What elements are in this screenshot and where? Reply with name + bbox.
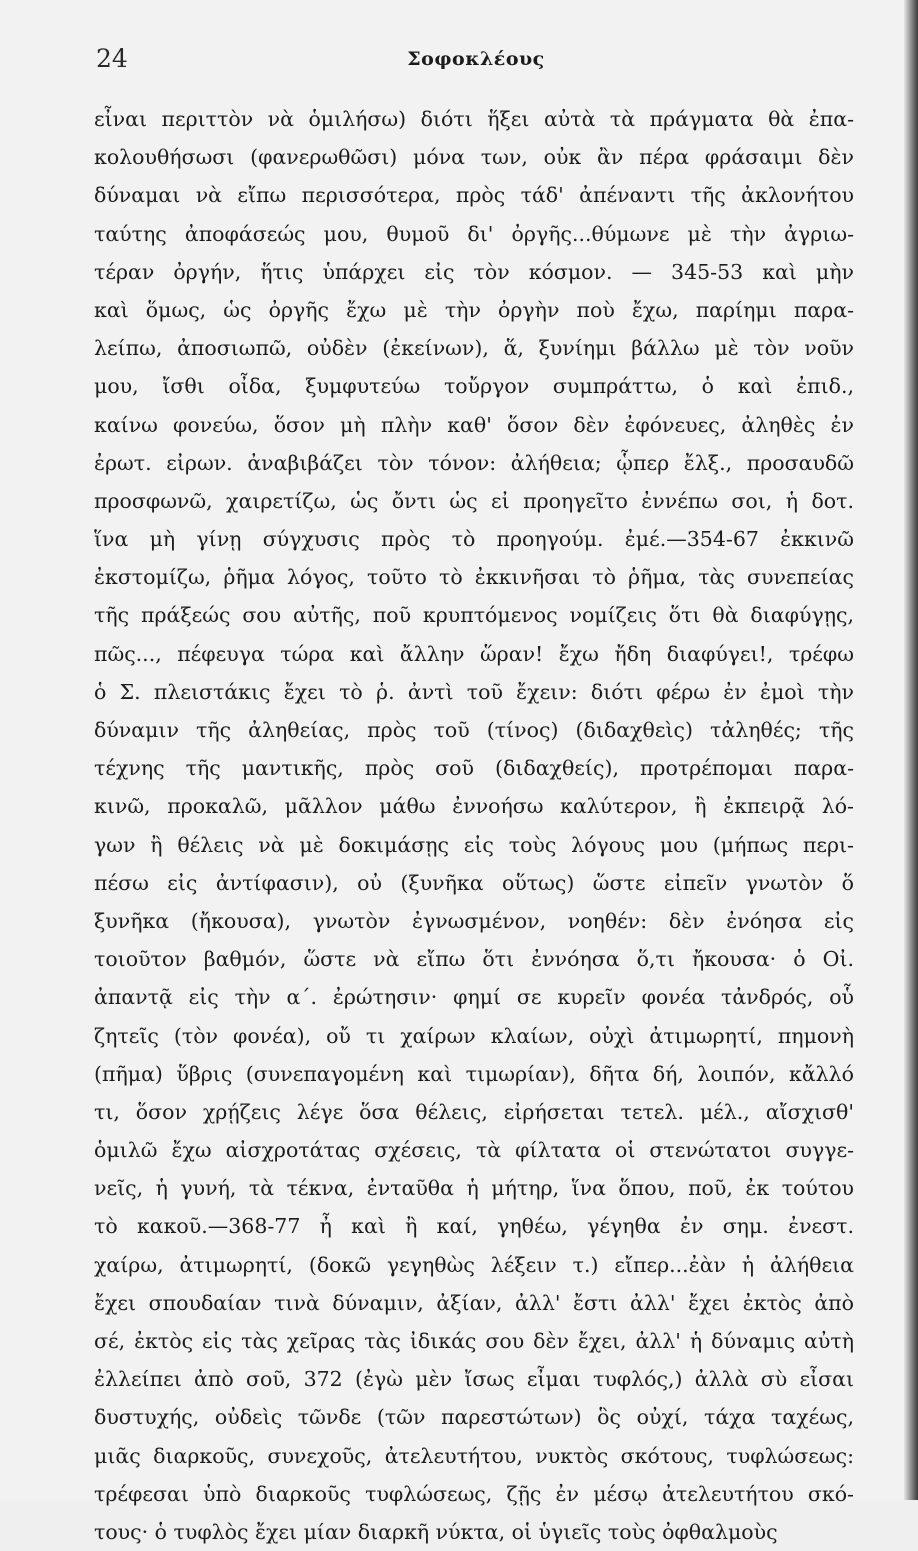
text-line: ζητεῖς (τὸν φονέα), οὔ τι χαίρων κλαίων, οὐχὶ ἀτιμωρητί, πημονὴ	[94, 1023, 854, 1048]
text-line: κινῶ, προκαλῶ, μᾶλλον μάθω ἐννοήσω καλύτερον, ἢ ἐκπειρᾷ λό-	[94, 794, 854, 819]
text-line: ἐκστομίζω, ῥῆμα λόγος, τοῦτο τὸ ἐκκινῆσαι τὸ ῥῆμα, τὰς συνεπείας	[94, 565, 854, 590]
text-line: τους· ὁ τυφλὸς ἔχει μίαν διαρκῆ νύκτα, οἱ ὑγιεῖς τοὺς ὀφθαλμοὺς	[94, 1519, 778, 1544]
text-line: δύναμαι νὰ εἴπω περισσότερα, πρὸς τάδ' ἀπέναντι τῆς ἀκλονήτου	[94, 183, 854, 208]
text-line: δυστυχής, οὐδεὶς τῶνδε (τῶν παρεστώτων) ὃς οὐχί, τάχα ταχέως,	[94, 1405, 854, 1430]
text-line: ξυνῆκα (ἤκουσα), γνωτὸν ἐγνωσμένον, νοηθέν: δὲν ἐνόησα εἰς	[94, 908, 854, 933]
text-line: μιᾶς διαρκοῦς, συνεχοῦς, ἀτελευτήτου, νυκτὸς σκότους, τυφλώσεως:	[94, 1443, 854, 1468]
text-line: λείπω, ἀποσιωπῶ, οὐδὲν (ἐκείνων), ἅ, ξυνίημι βάλλω μὲ τὸν νοῦν	[94, 336, 854, 361]
text-line: τρέφεσαι ὑπὸ διαρκοῦς τυφλώσεως, ζῇς ἐν μέσῳ ἀτελευτήτου σκό-	[94, 1481, 854, 1506]
text-line: πῶς..., πέφευγα τώρα καὶ ἄλλην ὥραν! ἔχω ἤδη διαφύγει!, τρέφω	[94, 641, 854, 666]
running-title: Σοφοκλέους	[407, 48, 545, 70]
text-line: τοιοῦτον βαθμόν, ὥστε νὰ εἴπω ὅτι ἐννόησα ὅ,τι ἤκουσα· ὁ Οἰ.	[94, 947, 854, 972]
text-line: εἶναι περιττὸν νὰ ὁμιλήσω) διότι ἥξει αὐτὰ τὰ πράγματα θὰ ἐπα-	[94, 107, 854, 131]
text-line: κολουθήσωσι (φανερωθῶσι) μόνα των, οὐκ ἂν πέρα φράσαιμι δὲν	[94, 145, 854, 170]
text-line: γων ἢ θέλεις νὰ μὲ δοκιμάσῃς εἰς τοὺς λόγους μου (μήπως περι-	[94, 832, 854, 857]
text-line: ἵνα μὴ γίνῃ σύγχυσις πρὸς τὸ προηγούμ. ἐμέ.—354-67 ἐκκινῶ	[94, 527, 854, 552]
text-line: ἀπαντᾷ εἰς τὴν α΄. ἐρώτησιν· φημί σε κυρεῖν φονέα τἀνδρός, οὗ	[94, 985, 854, 1010]
text-line: δύναμιν τῆς ἀληθείας, πρὸς τοῦ (τίνος) (διδαχθεὶς) τἀληθές; τῆς	[94, 718, 854, 742]
text-line: ἐλλείπει ἀπὸ σοῦ, 372 (ἐγὼ μὲν ἴσως εἶμαι τυφλός,) ἀλλὰ σὺ εἶσαι	[94, 1367, 854, 1392]
text-line: καίνω φονεύω, ὅσον μὴ πλὴν καθ' ὅσον δὲν ἐφόνευες, ἀληθὲς ἐν	[94, 412, 854, 437]
text-line: (πῆμα) ὕβρις (συνεπαγομένη καὶ τιμωρίαν), δῆτα δή, λοιπόν, κἄλλό	[94, 1061, 854, 1086]
text-line: προσφωνῶ, χαιρετίζω, ὡς ὄντι ὡς εἰ προηγεῖτο ἐννέπω σοι, ἡ δοτ.	[94, 488, 854, 513]
text-line: τῆς πράξεώς σου αὐτῆς, ποῦ κρυπτόμενος νομίζεις ὅτι θὰ διαφύγῃς,	[94, 603, 854, 628]
text-line: πέσω εἰς ἀντίφασιν), οὐ (ξυνῆκα οὕτως) ὥστε εἰπεῖν γνωτὸν ὅ	[94, 870, 854, 895]
text-line: ὁμιλῶ ἔχω αἰσχροτάτας σχέσεις, τὰ φίλτατα οἱ στενώτατοι συγγε-	[94, 1138, 854, 1163]
text-line: ὁ Σ. πλειστάκις ἔχει τὸ ῥ. ἀντὶ τοῦ ἔχειν: διότι φέρω ἐν ἐμοὶ τὴν	[94, 679, 854, 704]
page-header	[96, 44, 856, 80]
text-line: νεῖς, ἡ γυνή, τὰ τέκνα, ἐνταῦθα ἡ μήτηρ, ἵνα ὅπου, ποῦ, ἐκ τούτου	[94, 1176, 854, 1201]
text-line: τὸ κακοῦ.—368-77 ἦ καὶ ἢ καί, γηθέω, γέγηθα ἐν σημ. ἐνεστ.	[94, 1214, 854, 1239]
page-edge-shadow	[904, 0, 918, 1500]
text-line: ἐρωτ. εἰρων. ἀναβιβάζει τὸν τόνον: ἀλήθεια; ᾧπερ ἔλξ., προσαυδῶ	[94, 450, 854, 475]
text-line: ἔχει σπουδαίαν τινὰ δύναμιν, ἀξίαν, ἀλλ' ἔστι ἀλλ' ἔχει ἐκτὸς ἀπὸ	[94, 1290, 854, 1315]
text-line: τέραν ὀργήν, ἥτις ὑπάρχει εἰς τὸν κόσμον. — 345-53 καὶ μὴν	[94, 259, 854, 284]
text-line: μου, ἴσθι οἶδα, ξυμφυτεύω τοὔργον συμπράττω, ὁ καὶ ἐπιδ.,	[94, 374, 854, 399]
text-line: χαίρω, ἀτιμωρητί, (δοκῶ γεγηθὼς λέξειν τ.) εἴπερ...ἐὰν ἡ ἀλήθεια	[94, 1252, 854, 1277]
text-line: τέχνης τῆς μαντικῆς, πρὸς σοῦ (διδαχθείς), προτρέπομαι παρα-	[94, 756, 854, 781]
text-line: σέ, ἐκτὸς εἰς τὰς χεῖρας τὰς ἰδικάς σου δὲν ἔχει, ἀλλ' ἡ δύναμις αὐτὴ	[94, 1329, 854, 1353]
text-line: τι, ὅσον χρῄζεις λέγε ὅσα θέλεις, εἰρήσεται τετελ. μέλ., αἴσχισθ'	[94, 1099, 854, 1124]
text-line: καὶ ὅμως, ὡς ὀργῆς ἔχω μὲ τὴν ὀργὴν ποὺ ἔχω, παρίημι παρα-	[94, 297, 854, 322]
page-number: 24	[96, 44, 128, 73]
commentary-text	[94, 100, 854, 1551]
text-line: ταύτης ἀποφάσεώς μου, θυμοῦ δι' ὀργῆς...θύμωνε μὲ τὴν ἀγριω-	[94, 221, 854, 246]
